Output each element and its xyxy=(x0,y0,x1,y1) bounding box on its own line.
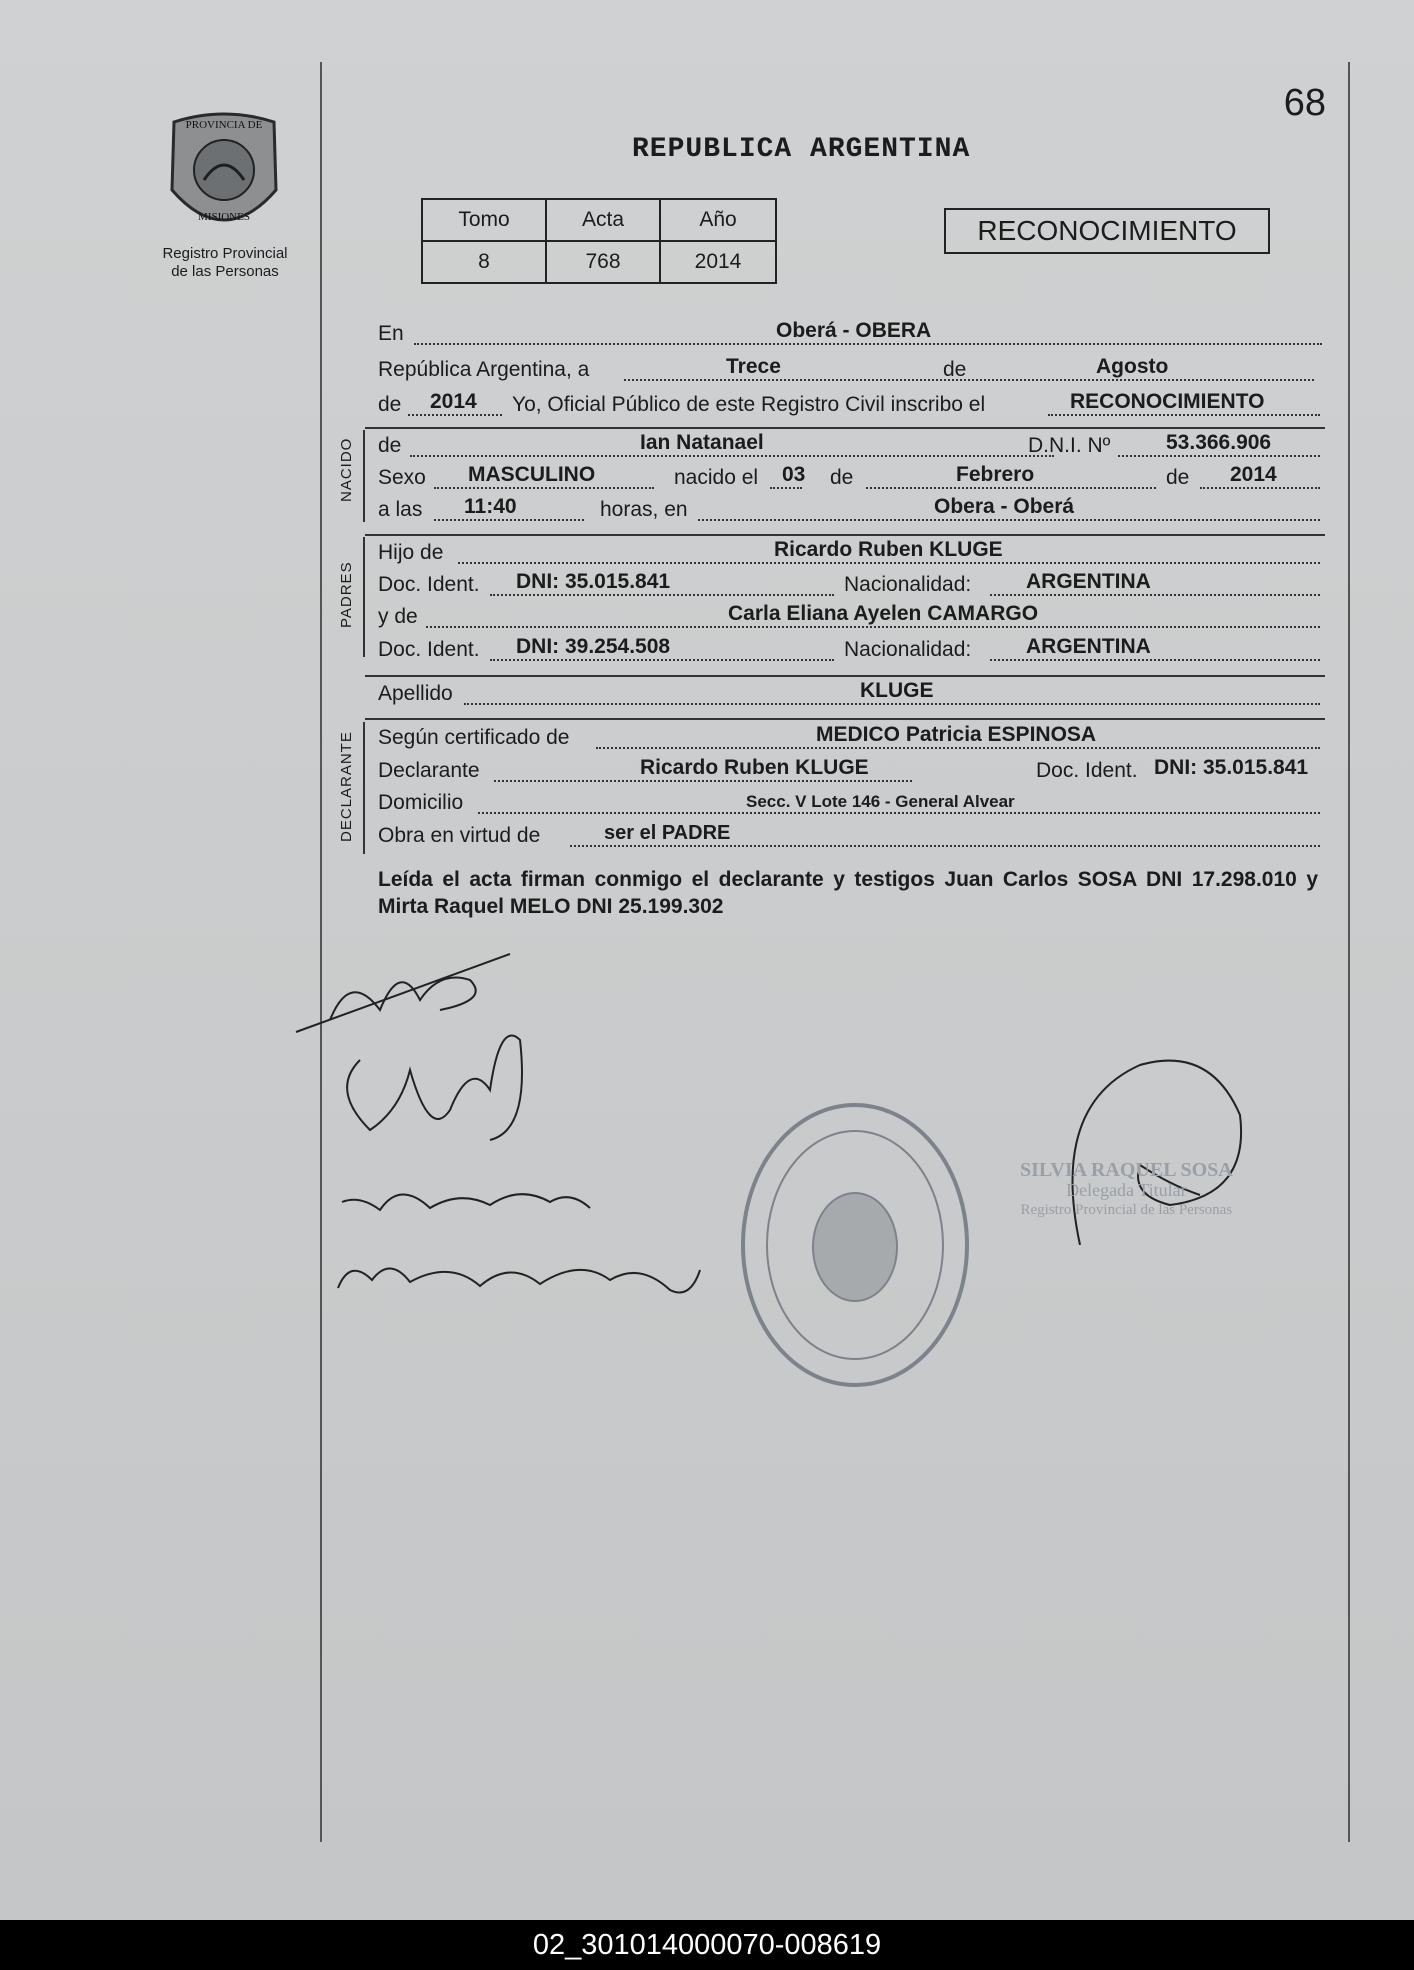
dni-label: D.N.I. Nº xyxy=(1028,434,1111,457)
acta-value: 768 xyxy=(546,241,660,283)
row-madre xyxy=(378,603,1322,633)
y-de-label: y de xyxy=(378,605,418,628)
row-lugar xyxy=(378,320,1322,350)
padre-doc-label: Doc. Ident. xyxy=(378,573,480,596)
declarante-doc-label: Doc. Ident. xyxy=(1036,759,1138,782)
row-fecha xyxy=(378,356,1322,386)
tomo-value: 8 xyxy=(422,241,546,283)
right-margin-line xyxy=(1348,62,1350,1842)
row-madre-doc xyxy=(378,636,1322,666)
lugar-label: En xyxy=(378,322,404,345)
padres-bar xyxy=(363,537,365,657)
registry-label-line1: Registro Provincial xyxy=(162,245,288,262)
row-nacido-hora xyxy=(378,496,1322,526)
declarante-bar xyxy=(363,722,365,854)
round-stamp xyxy=(735,1095,975,1395)
declarante-section-label: DECLARANTE xyxy=(338,731,355,842)
official-stamp xyxy=(1020,1160,1233,1220)
padre-nac-label: Nacionalidad: xyxy=(844,573,972,596)
madre-nac-label: Nacionalidad: xyxy=(844,638,972,661)
sexo-label: Sexo xyxy=(378,466,426,489)
nacido-anio: 2014 xyxy=(1230,463,1277,486)
padre-doc: DNI: 35.015.841 xyxy=(516,570,671,593)
nacido-dia: 03 xyxy=(782,463,806,486)
inscripcion-text: Yo, Oficial Público de este Registro Civil inscribo el xyxy=(512,393,986,416)
horas-en-label: horas, en xyxy=(600,498,688,521)
fecha-label: República Argentina, a xyxy=(378,358,590,381)
hora-label: a las xyxy=(378,498,423,521)
row-nacido-nombre xyxy=(378,432,1322,462)
inscripcion-tipo: RECONOCIMIENTO xyxy=(1070,390,1265,413)
apellido-label: Apellido xyxy=(378,682,453,705)
act-type-box: RECONOCIMIENTO xyxy=(944,208,1270,254)
obra-value: ser el PADRE xyxy=(604,822,731,844)
document-title: REPUBLICA ARGENTINA xyxy=(632,134,971,165)
row-domicilio xyxy=(378,789,1322,819)
logo-top-text: PROVINCIA DE xyxy=(185,119,263,131)
apellido-value: KLUGE xyxy=(860,679,934,702)
lugar-value: Oberá - OBERA xyxy=(776,319,932,342)
row-apellido xyxy=(378,680,1322,710)
province-shield-logo xyxy=(164,110,284,240)
madre-nac: ARGENTINA xyxy=(1026,635,1151,658)
nacido-de-mes-label: de xyxy=(830,466,854,489)
separator xyxy=(365,675,1325,677)
declarante-nombre: Ricardo Ruben KLUGE xyxy=(640,756,869,779)
certificado-value: MEDICO Patricia ESPINOSA xyxy=(816,723,1097,746)
nacido-lugar: Obera - Oberá xyxy=(934,495,1075,518)
nacido-nombre: Ian Natanael xyxy=(640,431,764,454)
acta-header: Acta xyxy=(546,199,660,241)
hijo-de-label: Hijo de xyxy=(378,541,444,564)
inscripcion-de-label: de xyxy=(378,393,402,416)
declarante-label: Declarante xyxy=(378,759,480,782)
fecha-dia: Trece xyxy=(726,355,781,378)
row-padre-doc xyxy=(378,571,1322,601)
official-name: SILVIA RAQUEL SOSA xyxy=(1020,1159,1233,1181)
row-certificado xyxy=(378,724,1322,754)
nacido-de-label: de xyxy=(378,434,402,457)
row-padre xyxy=(378,539,1322,569)
row-obra xyxy=(378,822,1322,852)
domicilio-label: Domicilio xyxy=(378,791,464,814)
separator xyxy=(365,718,1325,720)
file-id-footer: 02_301014000070-008619 xyxy=(0,1920,1414,1970)
separator xyxy=(365,534,1325,536)
registry-label-line2: de las Personas xyxy=(171,263,279,280)
fecha-mes: Agosto xyxy=(1096,355,1169,378)
record-table xyxy=(421,198,777,284)
official-role: Delegada Titular xyxy=(1066,1180,1187,1200)
separator xyxy=(365,427,1325,429)
nacido-bar xyxy=(363,430,365,522)
row-declarante xyxy=(378,757,1322,787)
page-number: 68 xyxy=(1283,82,1326,124)
madre-doc-label: Doc. Ident. xyxy=(378,638,480,661)
row-inscripcion xyxy=(378,391,1322,421)
nacido-dni: 53.366.906 xyxy=(1166,431,1272,454)
madre-nombre: Carla Eliana Ayelen CAMARGO xyxy=(728,602,1039,625)
certificado-label: Según certificado de xyxy=(378,726,570,749)
tomo-header: Tomo xyxy=(422,199,546,241)
padre-nac: ARGENTINA xyxy=(1026,570,1151,593)
padre-nombre: Ricardo Ruben KLUGE xyxy=(774,538,1003,561)
sexo-value: MASCULINO xyxy=(468,463,596,486)
nacido-el-label: nacido el xyxy=(674,466,759,489)
nacido-de-anio-label: de xyxy=(1166,466,1190,489)
fecha-de-label: de xyxy=(943,358,967,381)
anio-header: Año xyxy=(660,199,776,241)
declarante-doc: DNI: 35.015.841 xyxy=(1154,756,1309,779)
logo-bottom-text: MISIONES xyxy=(198,211,250,223)
domicilio-value: Secc. V Lote 146 - General Alvear xyxy=(746,792,1015,811)
padres-section-label: PADRES xyxy=(338,561,355,628)
official-org: Registro Provincial de las Personas xyxy=(1020,1202,1233,1218)
registry-label xyxy=(140,245,310,281)
madre-doc: DNI: 39.254.508 xyxy=(516,635,671,658)
closing-statement: Leída el acta firman conmigo el declarante y testigos Juan Carlos SOSA DNI 17.298.010 y Mirta Raquel MELO DNI 25.199.302 xyxy=(378,868,1318,918)
nacido-mes: Febrero xyxy=(956,463,1035,486)
hora-value: 11:40 xyxy=(464,495,517,518)
handwritten-signatures xyxy=(290,940,730,1340)
nacido-section-label: NACIDO xyxy=(338,437,355,502)
obra-label: Obra en virtud de xyxy=(378,824,541,847)
anio-value: 2014 xyxy=(660,241,776,283)
row-nacido-sexo xyxy=(378,464,1322,494)
inscripcion-anio: 2014 xyxy=(430,390,477,413)
